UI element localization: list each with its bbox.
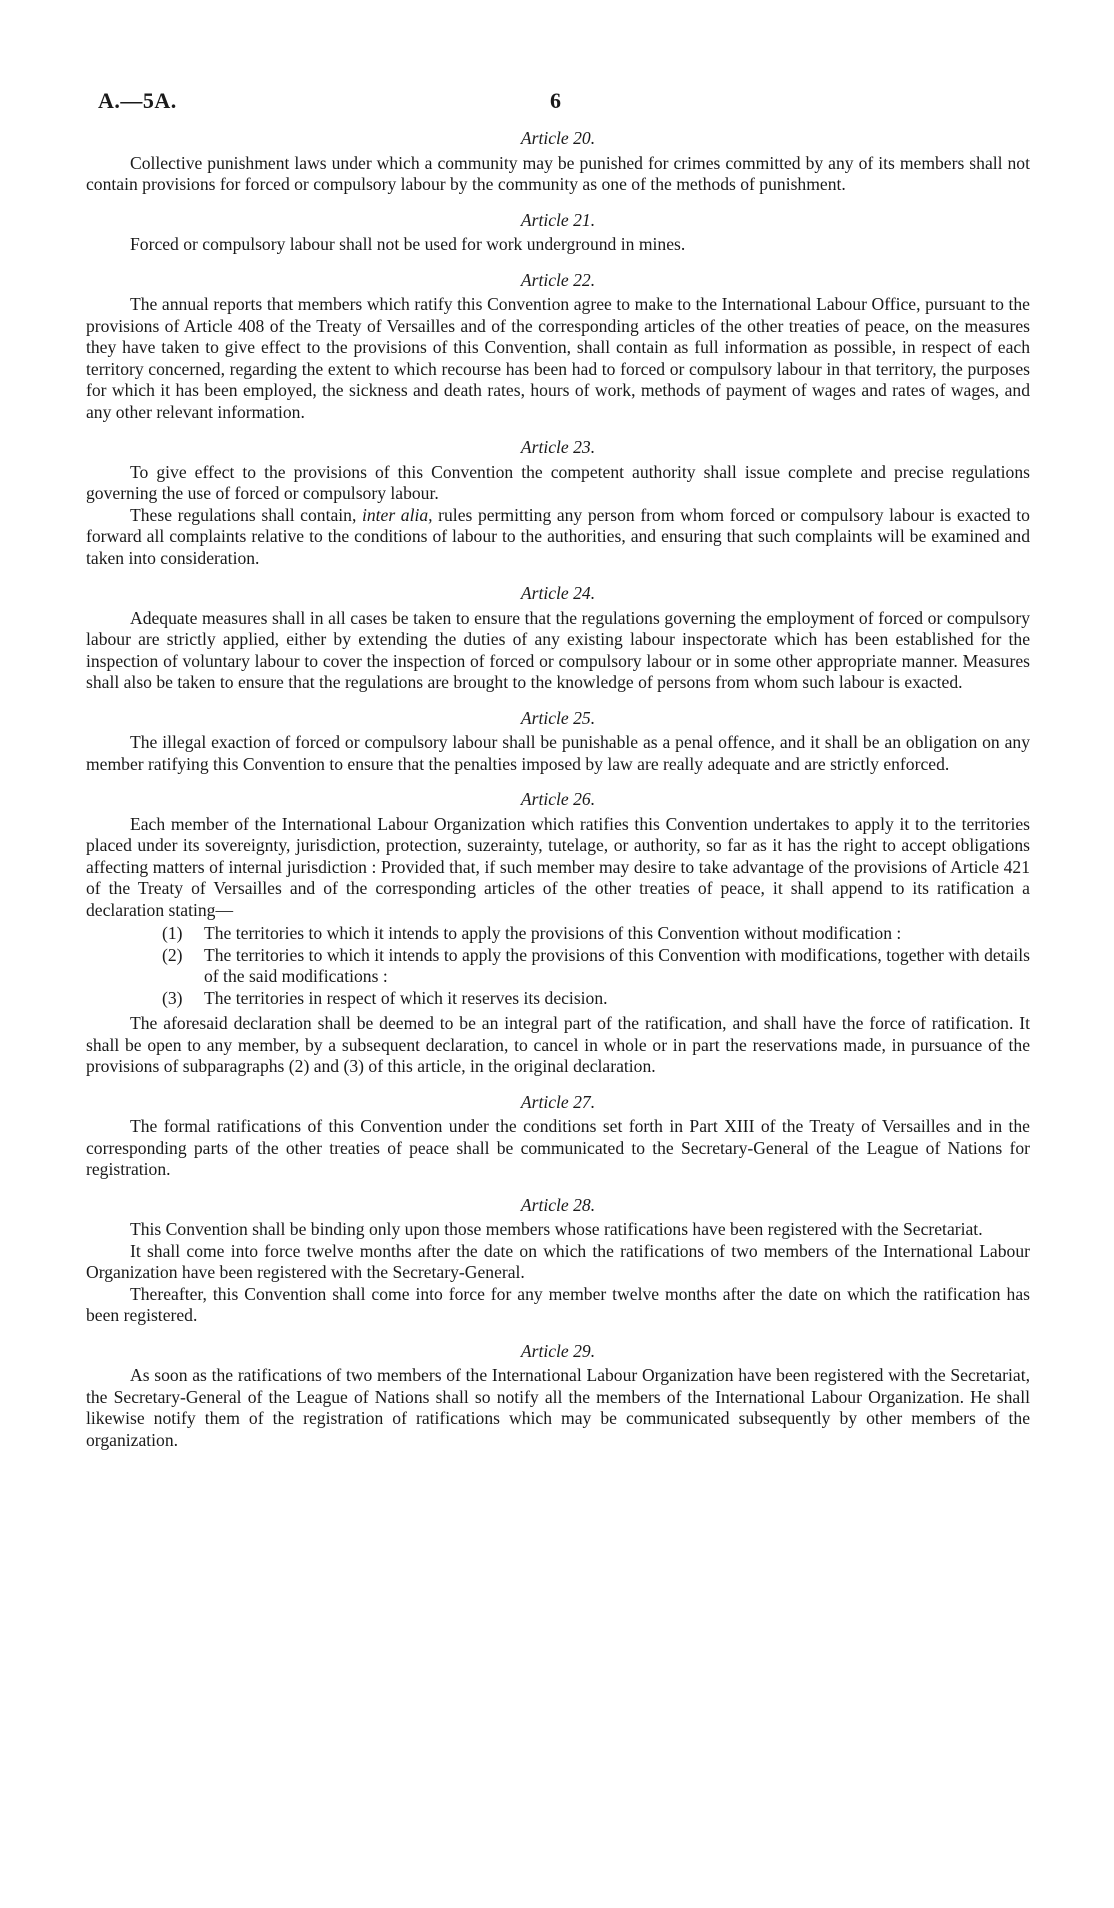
article-heading: Article 25. [520, 707, 596, 728]
list-number: (1) [162, 923, 183, 943]
latin-phrase: inter alia, [361, 504, 433, 525]
article-paragraph: The aforesaid declaration shall be deemed to be an integral part of the ratification, and shall have the force of ratification. It shall be open to any member, by a subsequent declaration, to cancel in whole or in part the reservations made, in pursuance of the provisions of subparagraphs (2) and (3) of this article, in the original declaration. [86, 1013, 1030, 1076]
page-number: 6 [550, 88, 561, 113]
article-24 [86, 583, 1030, 694]
list-item [162, 988, 1030, 1010]
article-29 [86, 1341, 1030, 1452]
article-paragraph: Forced or compulsory labour shall not be used for work underground in mines. [130, 234, 686, 254]
list-text: The territories in respect of which it reserves its decision. [204, 987, 608, 1008]
article-paragraph: To give effect to the provisions of this Convention the competent authority shall issue complete and precise regulations governing the use of forced or compulsory labour. [86, 461, 1030, 503]
article-paragraph: The formal ratifications of this Convention under the conditions set forth in Part XIII of the Treaty of Versailles and in the corresponding parts of the other treaties of peace shall be communicated to the Secretary-General of the League of Nations for registration. [86, 1116, 1030, 1179]
article-20 [86, 128, 1030, 196]
article-paragraph: Each member of the International Labour Organization which ratifies this Convention undertakes to apply it to the territories placed under its sovereignty, jurisdiction, protection, suzerainty, tutelage, or authority, so far as it has the right to accept obligations affecting matters of internal jurisdiction : Provided that, if such member may desire to take advantage of the provisions of Article 421 of the Treaty of Versailles and of the corresponding articles of the other treaties of peace, it shall append to its ratification a declaration stating— [86, 813, 1030, 920]
list-number: (3) [162, 987, 183, 1008]
article-paragraph: As soon as the ratifications of two members of the International Labour Organization have been registered with the Secretariat, the Secretary-General of the League of Nations shall so notify all the members of the International Labour Organization. He shall likewise notify them of the registration of ratifications which may be communicated subsequently by other members of the organization. [86, 1365, 1030, 1450]
article-heading: Article 20. [520, 128, 596, 148]
paragraph-text: These regulations shall contain, [130, 504, 362, 525]
declaration-list [86, 923, 1030, 1009]
article-heading: Article 28. [520, 1194, 596, 1215]
paragraph-text: rules permitting any person from whom forced or compulsory labour is exacted to forward all complaints relative to the conditions of labour to the authorities, and ensuring that such complaints will be examined and taken into consideration. [86, 504, 1030, 568]
document-body [86, 128, 1030, 1465]
article-26 [86, 789, 1030, 1078]
article-21 [86, 210, 1030, 256]
article-23 [86, 437, 1030, 569]
article-paragraph: The illegal exaction of forced or compulsory labour shall be punishable as a penal offence, and it shall be an obligation on any member ratifying this Convention to ensure that the penalties imposed by law are really adequate and are strictly enforced. [86, 732, 1030, 774]
article-paragraph [86, 505, 1030, 570]
article-25 [86, 708, 1030, 776]
article-paragraph: This Convention shall be binding only upon those members whose ratifications have been registered with the Secretariat. [130, 1219, 983, 1239]
document-reference: A.—5A. [98, 88, 177, 113]
page-header [98, 88, 1028, 118]
list-text: The territories to which it intends to apply the provisions of this Convention with modifications, together with details of the said modifications : [204, 944, 1030, 986]
article-heading: Article 26. [520, 789, 596, 809]
article-paragraph: Adequate measures shall in all cases be taken to ensure that the regulations governing the employment of forced or compulsory labour are strictly applied, either by extending the duties of any existing labour inspectorate which has been established for the inspection of voluntary labour to cover the inspection of forced or compulsory labour or in some other appropriate manner. Measures shall also be taken to ensure that the regulations are brought to the knowledge of persons from whom such labour is exacted. [86, 607, 1030, 692]
article-paragraph: It shall come into force twelve months after the date on which the ratifications of two members of the International Labour Organization have been registered with the Secretary-General. [86, 1240, 1030, 1282]
article-heading: Article 21. [520, 209, 596, 230]
list-item [162, 923, 1030, 945]
article-28 [86, 1195, 1030, 1327]
list-item [162, 945, 1030, 988]
article-heading: Article 29. [520, 1340, 596, 1361]
list-number: (2) [162, 944, 183, 965]
article-heading: Article 27. [520, 1091, 596, 1112]
article-paragraph: Thereafter, this Convention shall come into force for any member twelve months after the date on which the ratification has been registered. [86, 1283, 1030, 1325]
article-heading: Article 22. [520, 269, 596, 290]
article-heading: Article 24. [520, 583, 596, 603]
article-22 [86, 270, 1030, 424]
article-paragraph: The annual reports that members which ratify this Convention agree to make to the International Labour Office, pursuant to the provisions of Article 408 of the Treaty of Versailles and of the corresponding articles of the other treaties of peace, on the measures they have taken to give effect to the provisions of this Convention, shall contain as full information as possible, in respect of each territory concerned, regarding the extent to which recourse has been had to forced or compulsory labour in that territory, the purposes for which it has been employed, the sickness and death rates, hours of work, methods of payment of wages and rates of wages, and any other relevant information. [86, 294, 1030, 422]
article-heading: Article 23. [520, 437, 596, 457]
list-text: The territories to which it intends to apply the provisions of this Convention without modification : [204, 923, 902, 943]
article-27 [86, 1092, 1030, 1181]
article-paragraph: Collective punishment laws under which a community may be punished for crimes committed by any of its members shall not contain provisions for forced or compulsory labour by the community as one of the methods of punishment. [86, 152, 1030, 194]
